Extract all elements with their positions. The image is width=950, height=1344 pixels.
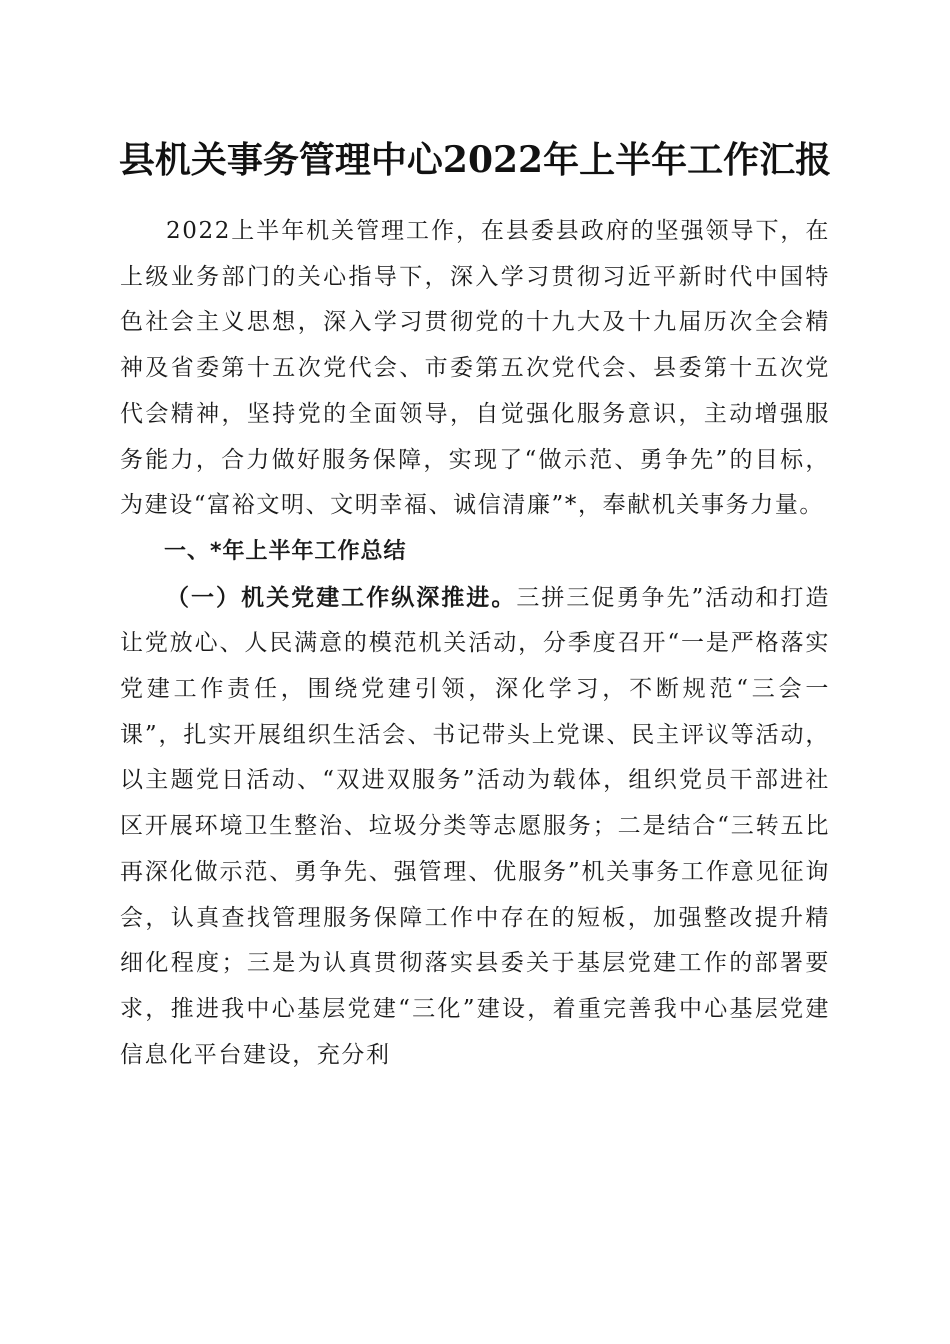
- intro-paragraph: 2022上半年机关管理工作，在县委县政府的坚强领导下，在上级业务部门的关心指导下，深入学习贯彻习近平新时代中国特色社会主义思想，深入学习贯彻党的十九大及十九届历次全会精神及省委第十五次党代会、市委第五次党代会、县委第十五次党代会精神，坚持党的全面领导，自觉强化服务意识，主动增强服务能力，合力做好服务保障，实现了“做示范、勇争先”的目标，为建设“富裕文明、文明幸福、诚信清廉”*，奉献机关事务力量。: [120, 218, 830, 519]
- subsection-lead: （一）机关党建工作纵深推进。: [166, 583, 517, 611]
- document-title: 县机关事务管理中心2022年上半年工作汇报: [118, 139, 832, 181]
- section-heading: 一、*年上半年工作总结: [164, 538, 407, 564]
- subsection-paragraph: [120, 575, 830, 1079]
- subsection-text: 三拼三促勇争先”活动和打造让党放心、人民满意的模范机关活动，分季度召开“一是严格落实党建工作责任，围绕党建引领，深化学习，不断规范“三会一课”，扎实开展组织生活会、书记带头上党课、民主评议等活动，以主题党日活动、“双进双服务”活动为载体，组织党员干部进社区开展环境卫生整治、垃圾分类等志愿服务；二是结合“三转五比再深化做示范、勇争先、强管理、优服务”机关事务工作意见征询会，认真查找管理服务保障工作中存在的短板，加强整改提升精细化程度；三是为认真贯彻落实县委关于基层党建工作的部署要求，推进我中心基层党建“三化”建设，着重完善我中心基层党建信息化平台建设，充分利: [120, 584, 830, 1068]
- document-body: [120, 209, 830, 1078]
